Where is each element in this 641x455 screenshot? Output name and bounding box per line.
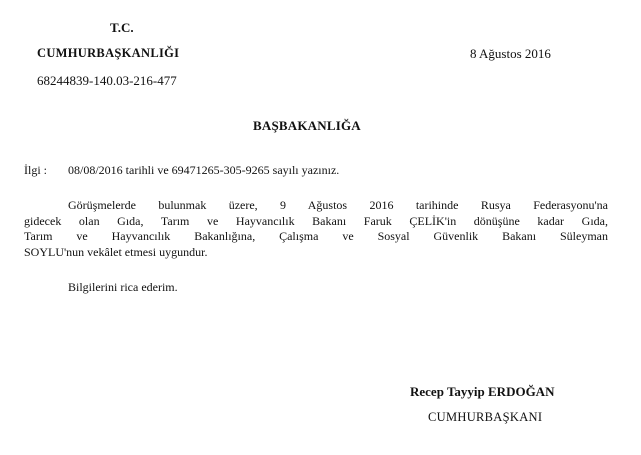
body-paragraph — [24, 198, 608, 260]
letter-date: 8 Ağustos 2016 — [470, 46, 551, 61]
paragraph-line: gidecek olan Gıda, Tarım ve Hayvancılık Bakanı Faruk ÇELİK'in dönüşüne kadar Gıda, — [24, 213, 608, 228]
signatory-name: Recep Tayyip ERDOĞAN — [410, 384, 555, 399]
signatory-title: CUMHURBAŞKANI — [428, 410, 543, 424]
ilgi-text: 08/08/2016 tarihli ve 69471265-305-9265 sayılı yazınız. — [68, 163, 340, 177]
addressee: BAŞBAKANLIĞA — [253, 118, 361, 133]
ilgi-line — [24, 163, 339, 178]
ilgi-label: İlgi : — [24, 163, 47, 177]
reference-number: 68244839-140.03-216-477 — [37, 73, 177, 88]
closing-sentence: Bilgilerini rica ederim. — [68, 280, 178, 294]
paragraph-line: Tarım ve Hayvancılık Bakanlığına, Çalışma ve Sosyal Güvenlik Bakanı Süleyman — [24, 229, 608, 243]
paragraph-line: SOYLU'nun vekâlet etmesi uygundur. — [24, 244, 208, 259]
paragraph-line: Görüşmelerde bulunmak üzere, 9 Ağustos 2016 tarihinde Rusya Federasyonu'na — [68, 198, 608, 212]
letterhead-organization: CUMHURBAŞKANLIĞI — [37, 46, 180, 60]
letterhead-tc: T.C. — [110, 20, 134, 35]
